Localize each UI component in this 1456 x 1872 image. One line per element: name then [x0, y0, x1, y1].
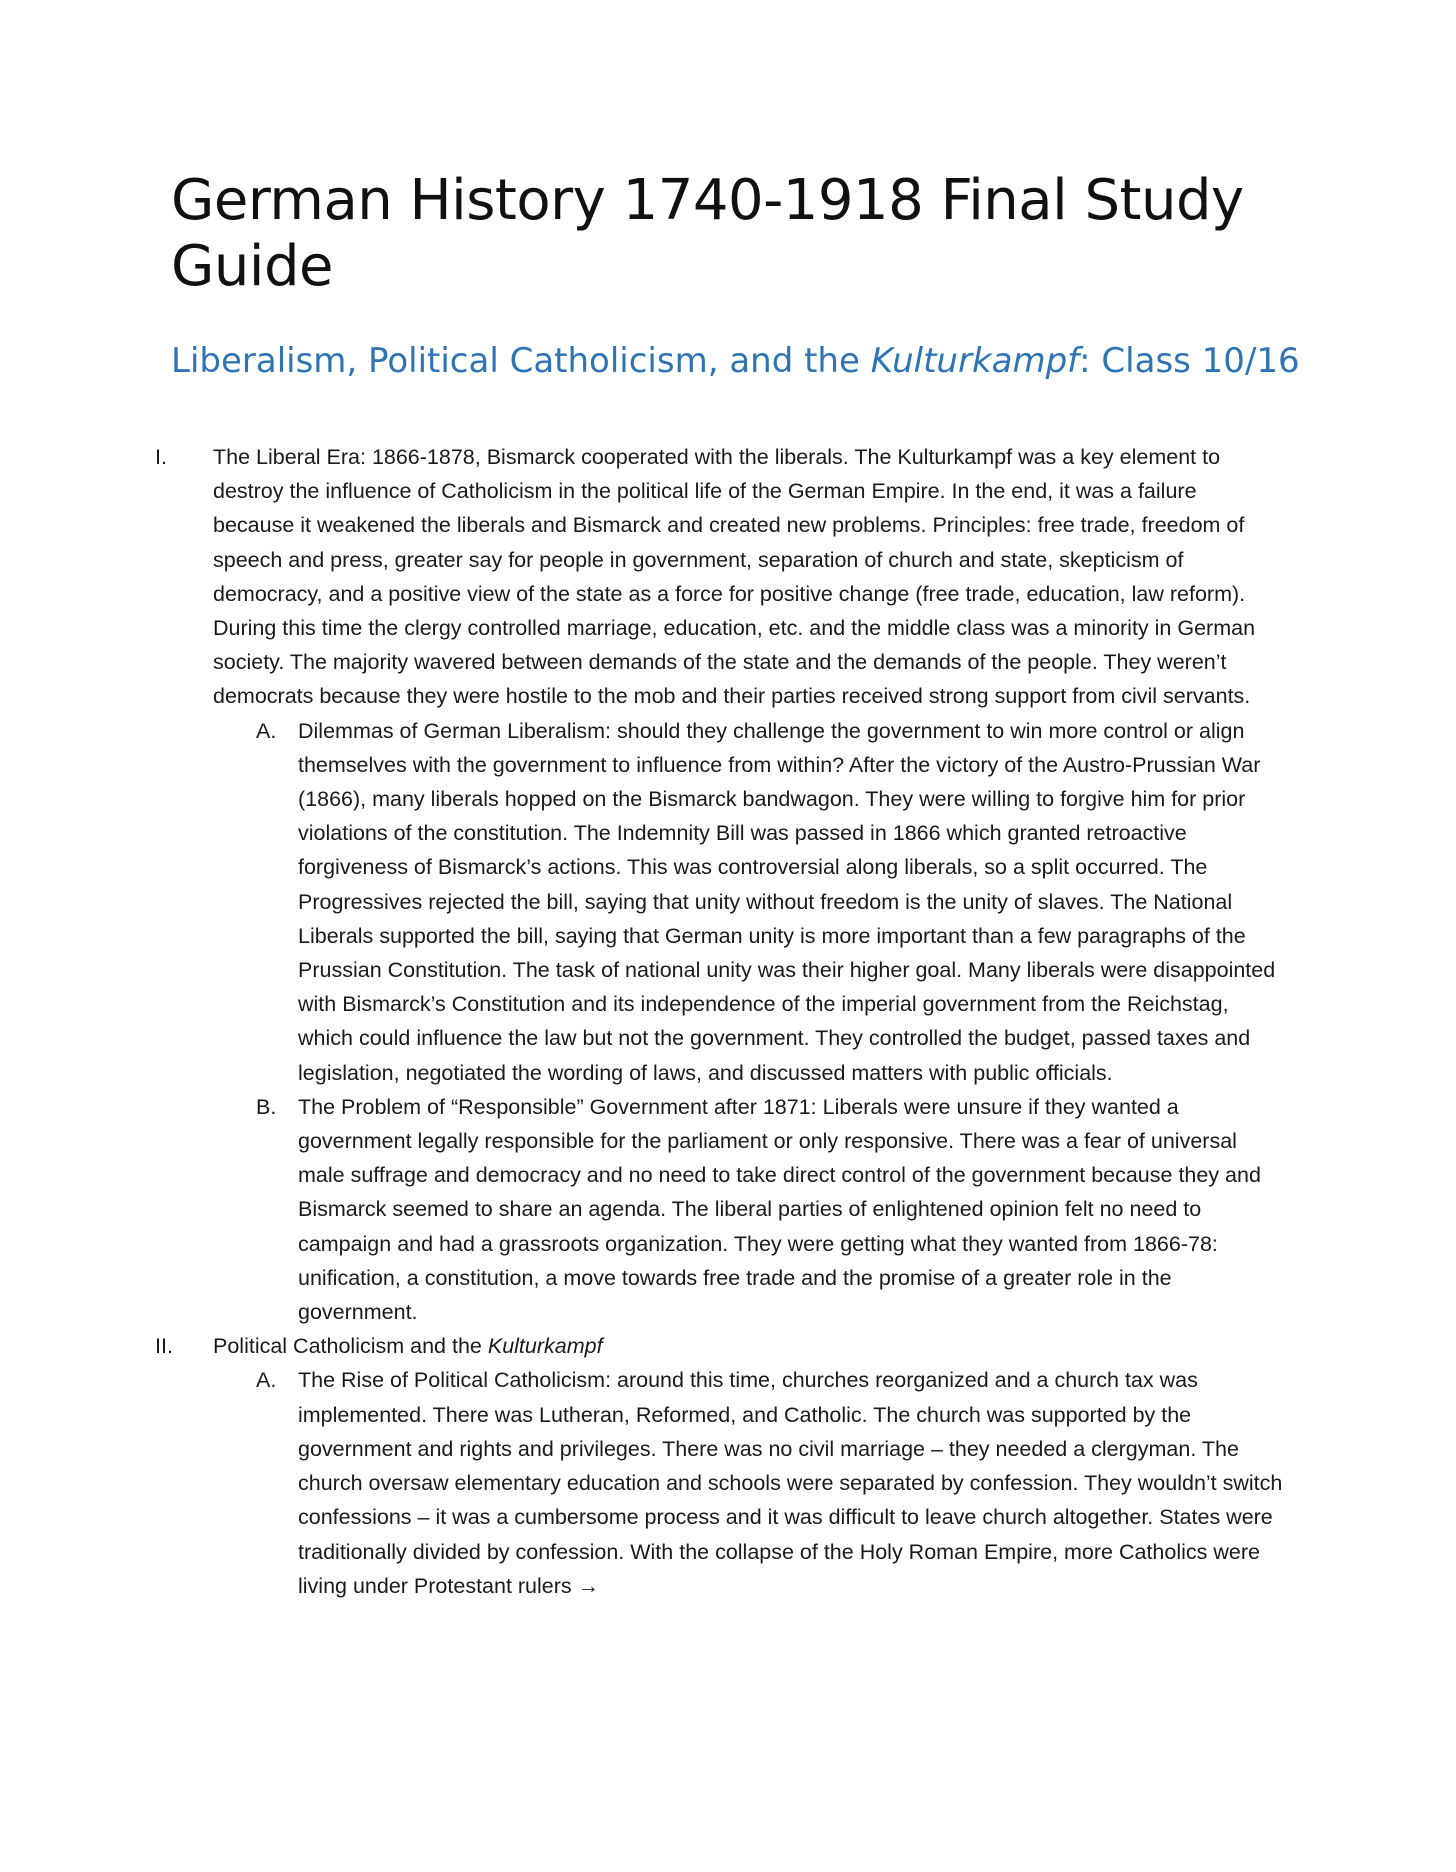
outline-marker-1b: B. [256, 1094, 277, 1119]
outline-item-2 [0, 1329, 1273, 1363]
outline-text-1: The Liberal Era: 1866-1878, Bismarck cooperated with the liberals. The Kulturkampf was a key element to destroy the influence of Catholicism in the political life of the German Empire. In the end, it was a failure because it weakened the liberals and Bismarck and created new problems. Principles: free trade, freedom of speech and press, greater say for people in government, separation of church and state, skepticism of democracy, and a positive view of the state as a force for positive change (free trade, education, law reform). During this time the clergy controlled marriage, education, etc. and the middle class was a minority in German society. The majority wavered between demands of the state and the demands of the people. They weren’t democrats because they were hostile to the mob and their parties received strong support from civil servants. [213, 445, 1256, 709]
outline-text-1b: The Problem of “Responsible” Government after 1871: Liberals were unsure if they wanted a government legally responsible for the parliament or only responsive. There was a fear of universal male suffrage and democracy and no need to take direct control of the government because they and Bismarck seemed to share an agenda. The liberal parties of enlightened opinion felt no need to campaign and had a grassroots organization. They were getting what they wanted from 1866-78: unification, a constitution, a move towards free trade and the promise of a greater role in the government. [298, 1094, 1261, 1325]
section-heading-suffix: : Class 10/16 [1079, 341, 1300, 381]
outline-text-2 [213, 1329, 1273, 1363]
outline-subitem-1b [0, 1090, 1288, 1329]
section-heading [171, 338, 1321, 385]
outline-subitem-1a [0, 714, 1288, 1090]
outline-text-1a: Dilemmas of German Liberalism: should they challenge the government to win more control or align themselves with the government to influence from within? After the victory of the Austro-Prussian War (1866), many liberals hopped on the Bismarck bandwagon. They were willing to forgive him for prior violations of the constitution. The Indemnity Bill was passed in 1866 which granted retroactive forgiveness of Bismarck’s actions. This was controversial along liberals, so a split occurred. The Progressives rejected the bill, saying that unity without freedom is the unity of slaves. The National Liberals supported the bill, saying that German unity is more important than a few paragraphs of the Prussian Constitution. The task of national unity was their higher goal. Many liberals were disappointed with Bismarck’s Constitution and its independence of the imperial government from the Reichstag, which could influence the law but not the government. They controlled the budget, passed taxes and legislation, negotiated the wording of laws, and discussed matters with public officials. [298, 718, 1276, 1085]
outline-marker-1: I. [155, 445, 167, 469]
outline-text-2a: The Rise of Political Catholicism: around this time, churches reorganized and a church tax was implemented. There was Lutheran, Reformed, and Catholic. The church was supported by the government and rights and privileges. There was no civil marriage – they needed a clergyman. The church oversaw elementary education and schools were separated by confession. They wouldn’t switch confessions – it was a cumbersome process and it was difficult to leave church altogether. States were traditionally divided by confession. With the collapse of the Holy Roman Empire, more Catholics were living under Protestant rulers → [298, 1368, 1283, 1598]
outline-marker-1a: A. [256, 718, 277, 743]
outline-marker-2a: A. [256, 1368, 277, 1393]
outline-text-2-prefix: Political Catholicism and the [213, 1334, 488, 1359]
outline-subitem-2a [0, 1363, 1288, 1602]
outline-text-2-emphasis: Kulturkampf [487, 1334, 603, 1359]
section-heading-prefix: Liberalism, Political Catholicism, and the [171, 341, 871, 381]
section-heading-emphasis: Kulturkampf [870, 341, 1080, 381]
outline-list [0, 440, 1456, 1603]
outline-marker-2: II. [155, 1334, 173, 1359]
outline-item-1 [0, 440, 1273, 714]
document-title: German History 1740-1918 Final Study Guide [171, 168, 1244, 299]
